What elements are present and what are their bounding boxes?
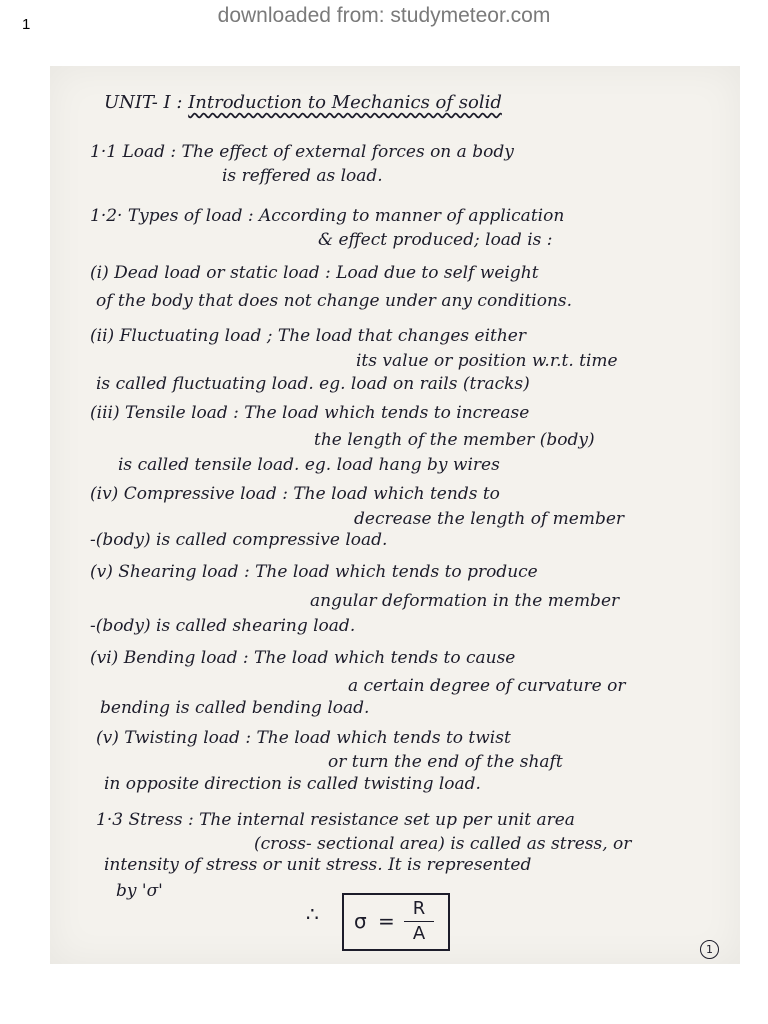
formula-numerator: R — [404, 897, 434, 922]
note-line: (i) Dead load or static load : Load due to self weight — [90, 263, 539, 283]
note-line: (v) Twisting load : The load which tends to twist — [96, 728, 511, 748]
note-line: or turn the end of the shaft — [328, 752, 563, 772]
note-line: decrease the length of member — [354, 509, 625, 529]
note-line: 1·2· Types of load : According to manner of application — [90, 206, 565, 226]
note-line: (vi) Bending load : The load which tends to cause — [90, 648, 516, 668]
unit-title — [104, 92, 502, 113]
stress-formula-box — [342, 893, 450, 951]
sheet-page-marker: 1 — [700, 940, 719, 959]
note-line: & effect produced; load is : — [318, 230, 553, 250]
note-line: (ii) Fluctuating load ; The load that changes either — [90, 326, 526, 346]
note-line: of the body that does not change under any conditions. — [96, 291, 573, 311]
note-line: 1·3 Stress : The internal resistance set up per unit area — [96, 810, 575, 830]
note-line: angular deformation in the member — [310, 591, 620, 611]
note-line: 1·1 Load : The effect of external forces on a body — [90, 142, 514, 162]
unit-label: UNIT- I : — [104, 92, 183, 113]
note-line: a certain degree of curvature or — [348, 676, 626, 696]
unit-topic: Introduction to Mechanics of solid — [188, 92, 502, 113]
formula-denominator: A — [412, 923, 426, 944]
note-line: in opposite direction is called twisting load. — [104, 774, 481, 794]
note-line: (iii) Tensile load : The load which tends to increase — [90, 403, 530, 423]
note-line: -(body) is called shearing load. — [90, 616, 356, 636]
note-line: its value or position w.r.t. time — [356, 351, 618, 371]
therefore-symbol: ∴ — [306, 902, 319, 926]
note-line: is reffered as load. — [222, 166, 383, 186]
note-line: by 'σ' — [116, 881, 163, 901]
page-number: 1 — [22, 16, 31, 33]
formula-sigma: σ — [354, 909, 367, 933]
note-line: (cross- sectional area) is called as stress, or — [254, 834, 632, 854]
note-line: the length of the member (body) — [314, 430, 595, 450]
note-line: is called fluctuating load. eg. load on rails (tracks) — [96, 374, 530, 394]
formula-fraction — [404, 897, 434, 946]
note-line: (iv) Compressive load : The load which tends to — [90, 484, 500, 504]
note-line: is called tensile load. eg. load hang by wires — [118, 455, 500, 475]
formula-equals: = — [378, 909, 395, 933]
note-line: intensity of stress or unit stress. It is represented — [104, 855, 532, 875]
download-source-header: downloaded from: studymeteor.com — [217, 4, 551, 27]
note-line: (v) Shearing load : The load which tends to produce — [90, 562, 538, 582]
note-line: bending is called bending load. — [100, 698, 370, 718]
note-line: -(body) is called compressive load. — [90, 530, 388, 550]
